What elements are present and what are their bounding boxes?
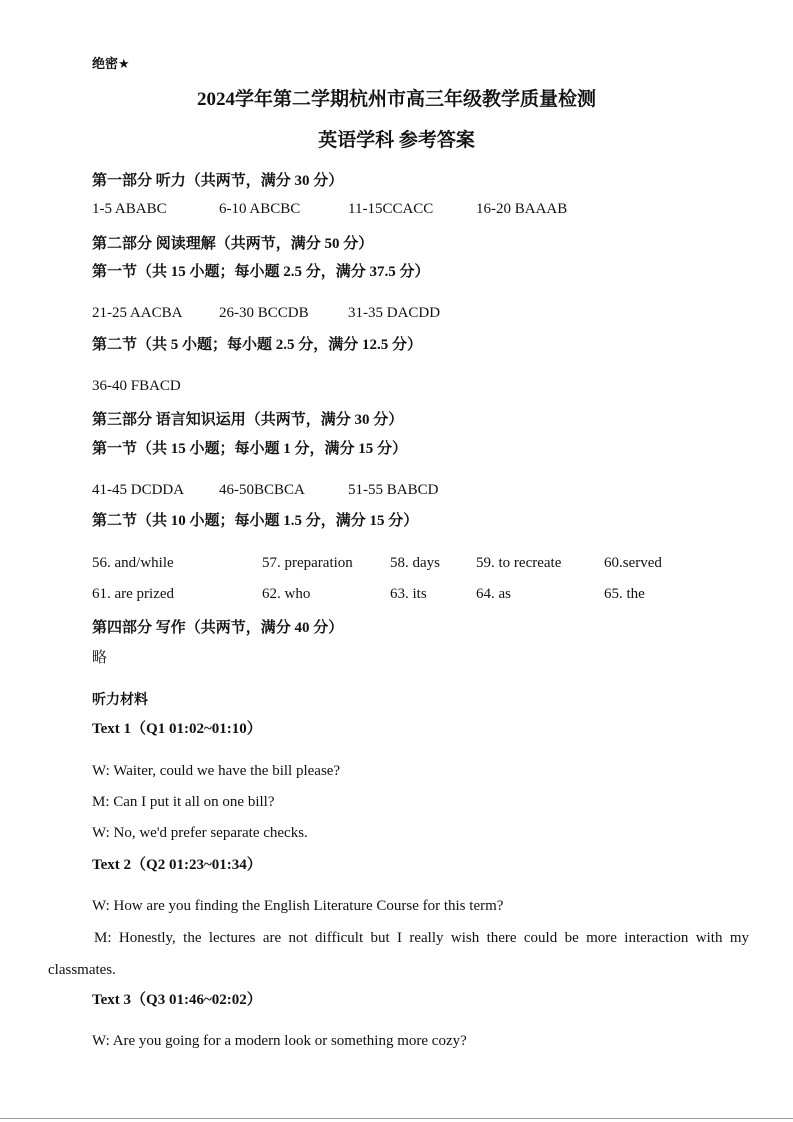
- listening-heading: 听力材料: [92, 692, 148, 708]
- answer-group: 51-55 BABCD: [348, 482, 439, 498]
- dialogue-line: W: How are you finding the English Literature Course for this term?: [92, 898, 504, 914]
- confidential-mark: 绝密★: [92, 57, 130, 72]
- fill-answer: 61. are prized: [92, 586, 175, 602]
- dialogue-line: W: Waiter, could we have the bill please?: [92, 763, 341, 779]
- answer-group: 21-25 AACBA: [92, 305, 183, 321]
- dialogue-line: M: Honestly, the lectures are not difficult but I really wish there could be more interaction with my classmates.: [48, 930, 749, 978]
- text1-title: Text 1（Q1 01:02~01:10）: [92, 721, 262, 737]
- answer-group: 11-15CCACC: [348, 201, 434, 217]
- part4-content: 略: [92, 650, 108, 666]
- fill-answer: 60.served: [604, 555, 662, 571]
- dialogue-line: W: Are you going for a modern look or something more cozy?: [92, 1033, 467, 1049]
- fill-answer: 59. to recreate: [476, 555, 562, 571]
- answer-group: 16-20 BAAAB: [476, 201, 568, 217]
- page-divider: [0, 1118, 793, 1119]
- fill-answer: 64. as: [476, 586, 511, 602]
- part3-section1-heading: 第一节（共 15 小题；每小题 1 分，满分 15 分）: [92, 441, 408, 457]
- part3-section2-heading: 第二节（共 10 小题；每小题 1.5 分，满分 15 分）: [92, 513, 419, 529]
- fill-answer: 63. its: [390, 586, 427, 602]
- part4-heading: 第四部分 写作（共两节，满分 40 分）: [92, 620, 344, 636]
- answer-group: 41-45 DCDDA: [92, 482, 185, 498]
- fill-answer: 57. preparation: [262, 555, 353, 571]
- part2-heading: 第二部分 阅读理解（共两节，满分 50 分）: [92, 236, 374, 252]
- answer-group: 31-35 DACDD: [348, 305, 441, 321]
- text3-title: Text 3（Q3 01:46~02:02）: [92, 992, 262, 1008]
- part2-section2-heading: 第二节（共 5 小题；每小题 2.5 分，满分 12.5 分）: [92, 337, 423, 353]
- dialogue-line: M: Can I put it all on one bill?: [92, 794, 275, 810]
- answer-group: 26-30 BCCDB: [219, 305, 309, 321]
- answer-group: 46-50BCBCA: [219, 482, 305, 498]
- fill-answer: 58. days: [390, 555, 440, 571]
- part2-section1-heading: 第一节（共 15 小题；每小题 2.5 分，满分 37.5 分）: [92, 264, 430, 280]
- document-subtitle: 英语学科 参考答案: [318, 130, 475, 151]
- part1-heading: 第一部分 听力（共两节，满分 30 分）: [92, 173, 344, 189]
- answer-group: 36-40 FBACD: [92, 378, 181, 394]
- dialogue-line: W: No, we'd prefer separate checks.: [92, 825, 308, 841]
- part3-heading: 第三部分 语言知识运用（共两节，满分 30 分）: [92, 412, 404, 428]
- answer-group: 1-5 ABABC: [92, 201, 167, 217]
- answer-group: 6-10 ABCBC: [219, 201, 301, 217]
- document-title: 2024学年第二学期杭州市高三年级教学质量检测: [196, 89, 596, 110]
- fill-answer: 65. the: [604, 586, 645, 602]
- fill-answer: 56. and/while: [92, 555, 174, 571]
- fill-answer: 62. who: [262, 586, 311, 602]
- text2-title: Text 2（Q2 01:23~01:34）: [92, 857, 262, 873]
